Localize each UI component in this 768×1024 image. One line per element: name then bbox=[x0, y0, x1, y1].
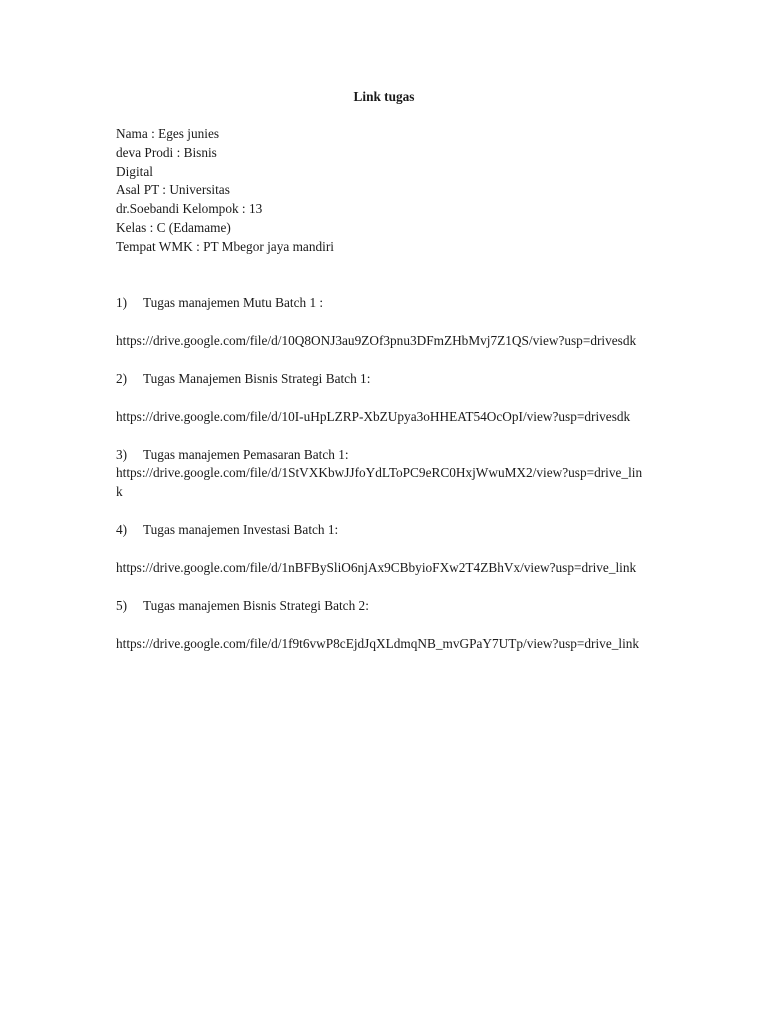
student-info bbox=[116, 125, 656, 257]
item-label: Tugas manajemen Pemasaran Batch 1: bbox=[143, 447, 349, 462]
info-line: Nama : Eges junies bbox=[116, 126, 220, 141]
assignment-item-3 bbox=[116, 446, 656, 465]
info-line: Tempat WMK : PT Mbegor jaya mandiri bbox=[116, 238, 334, 254]
info-line: deva Prodi : Bisnis bbox=[116, 144, 217, 160]
assignment-link-1[interactable]: https://drive.google.com/file/d/10Q8ONJ3au9ZOf3pnu3DFmZHbMvj7Z1QS/view?usp=drivesdk bbox=[116, 333, 637, 348]
item-number: 2) bbox=[116, 371, 128, 386]
item-label: Tugas manajemen Mutu Batch 1 : bbox=[143, 295, 324, 310]
document-title: Link tugas bbox=[353, 89, 415, 104]
assignment-link-3-continued[interactable]: k bbox=[116, 484, 123, 499]
item-number: 3) bbox=[116, 447, 128, 462]
info-line: dr.Soebandi Kelompok : 13 bbox=[116, 201, 263, 217]
assignment-link-4[interactable]: https://drive.google.com/file/d/1nBFBySliO6njAx9CBbyioFXw2T4ZBhVx/view?usp=drive_link bbox=[116, 560, 637, 575]
item-label: Tugas Manajemen Bisnis Strategi Batch 1: bbox=[143, 371, 371, 386]
assignment-link-3-row bbox=[116, 464, 656, 483]
item-number: 5) bbox=[116, 598, 128, 613]
item-number: 1) bbox=[116, 295, 128, 310]
assignment-item-4 bbox=[116, 521, 656, 540]
assignment-item-2 bbox=[116, 370, 656, 389]
assignment-link-2[interactable]: https://drive.google.com/file/d/10I-uHpLZRP-XbZUpya3oHHEAT54OcOpI/view?usp=drivesdk bbox=[116, 409, 631, 424]
assignment-link-5[interactable]: https://drive.google.com/file/d/1f9t6vwP8cEjdJqXLdmqNB_mvGPaY7UTp/view?usp=drive_link bbox=[116, 636, 640, 651]
assignment-link-1-row bbox=[116, 332, 656, 351]
info-line: Asal PT : Universitas bbox=[116, 182, 230, 198]
item-label: Tugas manajemen Investasi Batch 1: bbox=[143, 522, 339, 537]
info-line: Digital bbox=[116, 163, 153, 179]
assignment-link-3[interactable]: https://drive.google.com/file/d/1StVXKbwJJfoYdLToPC9eRC0HxjWwuMX2/view?usp=drive_lin bbox=[116, 465, 643, 480]
assignment-link-2-row bbox=[116, 408, 656, 427]
assignment-item-1 bbox=[116, 294, 656, 313]
assignment-item-5 bbox=[116, 597, 656, 616]
assignment-link-5-row bbox=[116, 635, 656, 654]
assignment-link-4-row bbox=[116, 559, 656, 578]
item-number: 4) bbox=[116, 522, 128, 537]
item-label: Tugas manajemen Bisnis Strategi Batch 2: bbox=[143, 598, 369, 613]
info-line: Kelas : C (Edamame) bbox=[116, 219, 231, 235]
assignment-link-3-row-continued bbox=[116, 483, 656, 502]
